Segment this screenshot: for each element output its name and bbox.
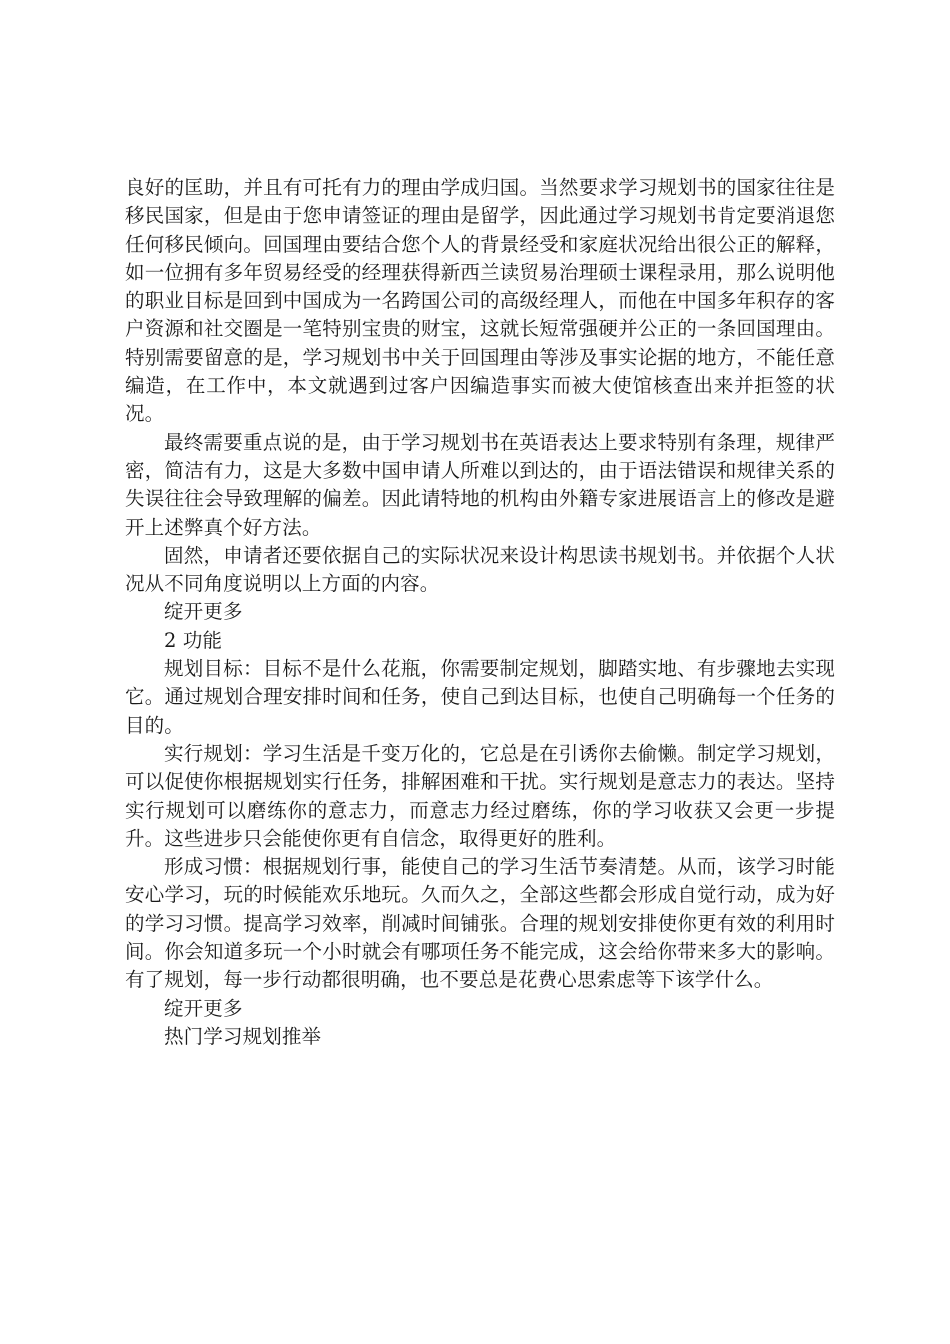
document-body <box>125 174 835 1051</box>
paragraph-return-reasons: 良好的匡助，并且有可托有力的理由学成归国。当然要求学习规划书的国家往往是移民国家，但是由于您申请签证的理由是留学，因此通过学习规划书肯定要消退您任何移民倾向。回国理由要结合您个人的背景经受和家庭状况给出很公正的解释，如一位拥有多年贸易经受的经理获得新西兰读贸易治理硕士课程录用，那么说明他的职业目标是回到中国成为一名跨国公司的高级经理人，而他在中国多年积存的客户资源和社交圈是一笔特别宝贵的财宝，这就长短常强硬并公正的一条回国理由。特别需要留意的是，学习规划书中关于回国理由等涉及事实论据的地方，不能任意编造，在工作中，本文就遇到过客户因编造事实而被大使馆核查出来并拒签的状况。 <box>125 176 835 426</box>
paragraph-language-editing: 最终需要重点说的是，由于学习规划书在英语表达上要求特别有条理，规律严密，简洁有力，这是大多数中国申请人所难以到达的，由于语法错误和规律关系的失误往往会导致理解的偏差。因此请特地的机构由外籍专家进展语言上的修改是避开上述弊真个好方法。 <box>125 430 835 539</box>
popular-plans-heading[interactable]: 热门学习规划推举 <box>164 1024 322 1048</box>
expand-more-link-2[interactable]: 绽开更多 <box>164 996 243 1020</box>
paragraph-form-habits: 形成习惯：根据规划行事，能使自己的学习生活节奏清楚。从而，该学习时能安心学习，玩的时候能欢乐地玩。久而久之，全部这些都会形成自觉行动，成为好的学习习惯。提高学习效率，削减时间铺张。合理的规划安排使你更有效的利用时间。你会知道多玩一个小时就会有哪项任务不能完成，这会给你带来多大的影响。有了规划，每一步行动都很明确，也不要总是花费心思索虑等下该学什么。 <box>125 855 835 992</box>
paragraph-personal-situation: 固然，申请者还要依据自己的实际状况来设计构思读书规划书。并依据个人状况从不同角度说明以上方面的内容。 <box>125 543 835 596</box>
section-heading-functions: 2 功能 <box>164 628 223 652</box>
expand-more-link[interactable]: 绽开更多 <box>164 600 243 624</box>
paragraph-execute-plan: 实行规划：学习生活是千变万化的，它总是在引诱你去偷懒。制定学习规划，可以促使你根据规划实行任务，排解困难和干扰。实行规划是意志力的表达。坚持实行规划可以磨练你的意志力，而意志力经过磨练，你的学习收获又会更一步提升。这些进步只会能使你更有自信念，取得更好的胜利。 <box>125 741 835 850</box>
paragraph-plan-goals: 规划目标：目标不是什么花瓶，你需要制定规划，脚踏实地、有步骤地去实现它。通过规划合理安排时间和任务，使自己到达目标，也使自己明确每一个任务的目的。 <box>125 657 835 737</box>
